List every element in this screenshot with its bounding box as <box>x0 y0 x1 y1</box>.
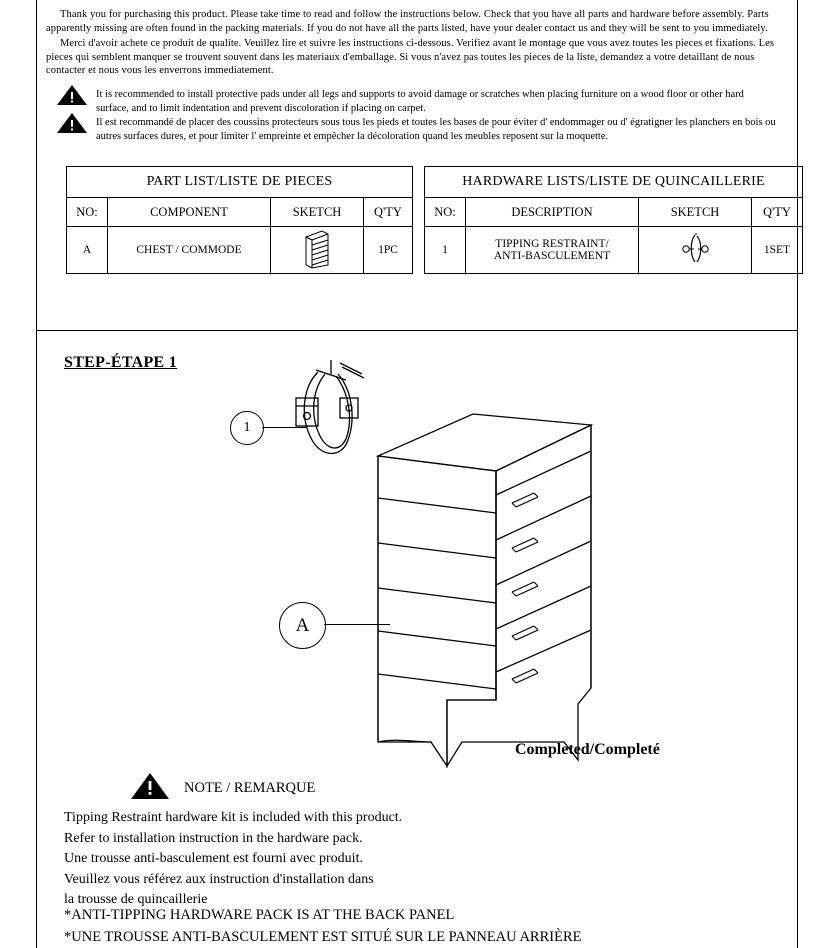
part-header-no: NO: <box>67 198 108 227</box>
hardware-header-qty: Q'TY <box>752 198 803 227</box>
warning-text-fr: Il est recommandé de placer des coussins protecteurs sous tous les pieds et toutes les bases de pour éviter d' endommager ou d' égratigner les planchers en bois ou autres surfaces dures, et pour limiter l' empreinte et empêcher la décoloration quand les meubles reposent sur la moquette. <box>96 117 776 143</box>
part-header-qty: Q'TY <box>364 198 413 227</box>
part-list-title: PART LIST/LISTE DE PIECES <box>67 167 413 198</box>
note-line: Une trousse anti-basculement est fourni avec produit. <box>64 851 363 867</box>
intro-paragraph-en: Thank you for purchasing this product. Please take time to read and follow the instructions below. Check that you have all parts and hardware before assembly. Parts apparently missing are often found in the packing materials. If you do not have all the parts listed, have your dealer contact us and they will be sent to you immediately. <box>46 9 769 34</box>
completed-label: Completed/Completé <box>515 741 660 758</box>
hardware-row-qty: 1SET <box>752 227 803 274</box>
callout-hardware-1: 1 <box>230 411 264 445</box>
note-line: Tipping Restraint hardware kit is included with this product. <box>64 810 403 825</box>
callout-leader-line <box>262 427 307 428</box>
callout-leader-line <box>324 624 390 625</box>
step-title: STEP-ÉTAPE 1 <box>64 354 178 371</box>
footer-note <box>64 905 581 948</box>
hardware-description-line1: TIPPING RESTRAINT/ <box>495 238 609 250</box>
part-header-sketch: SKETCH <box>271 198 364 227</box>
warning-triangle-icon <box>130 772 170 805</box>
note-line: la trousse de quincaillerie <box>64 892 208 908</box>
note-line: Veuillez vous référez aux instruction d'installation dans <box>64 871 374 887</box>
note-header <box>130 772 315 805</box>
part-header-component: COMPONENT <box>108 198 271 227</box>
footer-note-line-fr: *UNE TROUSSE ANTI-BASCULEMENT EST SITUÉ SUR LE PANNEAU ARRIÈRE <box>64 928 582 945</box>
part-row-qty: 1PC <box>364 227 413 274</box>
hardware-description-line2: ANTI-BASCULEMENT <box>493 250 611 262</box>
warning-text-en: It is recommended to install protective pads under all legs and supports to avoid damage or scratches when placing furniture on a wood floor or other hard surface, and to limit indentation and prevent discoloration if placing on carpet. <box>96 89 744 115</box>
hardware-header-sketch: SKETCH <box>639 198 752 227</box>
hardware-list-title: HARDWARE LISTS/LISTE DE QUINCAILLERIE <box>425 167 803 198</box>
hardware-header-description: DESCRIPTION <box>466 198 639 227</box>
note-line: Refer to installation instruction in the hardware pack. <box>64 830 363 846</box>
part-row-no: A <box>67 227 108 274</box>
note-label: NOTE / REMARQUE <box>184 780 316 796</box>
note-body <box>64 808 664 911</box>
callout-part-a: A <box>279 602 326 649</box>
part-row-component: CHEST / COMMODE <box>108 227 271 274</box>
footer-note-line-en: *ANTI-TIPPING HARDWARE PACK IS AT THE BACK PANEL <box>64 907 455 923</box>
intro-paragraph-fr: Merci d'avoir achete ce produit de qualite. Veuillez lire et suivre les instructions ci-dessous. Verifiez avant le montage que vous avez toutes les pieces et fixations. Les pieces qui semblent manquer se trouvent souvent dans les materiaux d'emballage. Si vous n'avez pas toutes les pieces de la liste, demandez a votre detaillant de nous contacter et nous vous les enverrons immediatement. <box>46 37 775 77</box>
hardware-row-no: 1 <box>425 227 466 274</box>
hardware-header-no: NO: <box>425 198 466 227</box>
